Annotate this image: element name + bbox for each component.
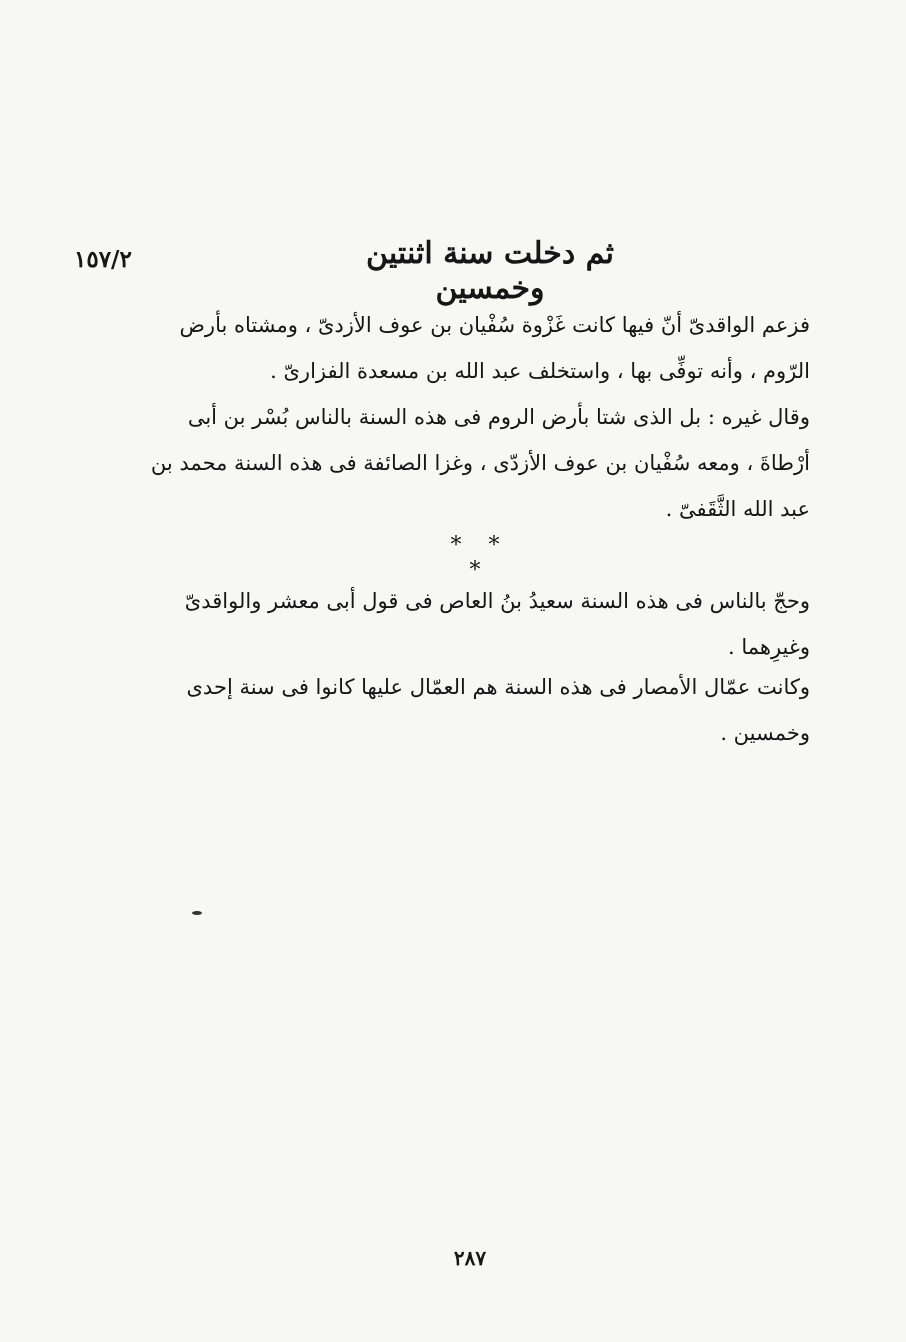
margin-reference: ١٥٧/٢ [74,246,132,273]
paragraph-4: وكانت عمّال الأمصار فى هذه السنة هم العمّال عليها كانوا فى سنة إحدى وخمسين . [186,675,810,745]
section-heading: ثم دخلت سنة اثنتين وخمسين [366,236,614,306]
page-number: ٢٨٧ [453,1246,487,1270]
ink-speck [192,911,202,915]
paragraph-1: فزعم الواقدىّ أنّ فيها كانت غَزْوة سُفْيان بن عوف الأزدىّ ، ومشتاه بأرض الرّوم ، وأنه توفِّى بها ، واستخلف عبد الله بن مسعدة الفزارىّ . [179,313,810,383]
paragraph-2: وقال غيره : بل الذى شتا بأرض الروم فى هذه السنة بالناس بُسْر بن أبى أرْطاةَ ، ومعه سُفْيان بن عوف الأزدّى ، وغزا الصائفة فى هذه السنة محمد بن عبد الله الثَّقَفىّ . [150,405,810,521]
paragraph-3: وحجّ بالناس فى هذه السنة سعيدُ بنُ العاص فى قول أبى معشر والواقدىّ وغيرِهما . [184,589,810,659]
section-separator: * * * [450,533,510,583]
